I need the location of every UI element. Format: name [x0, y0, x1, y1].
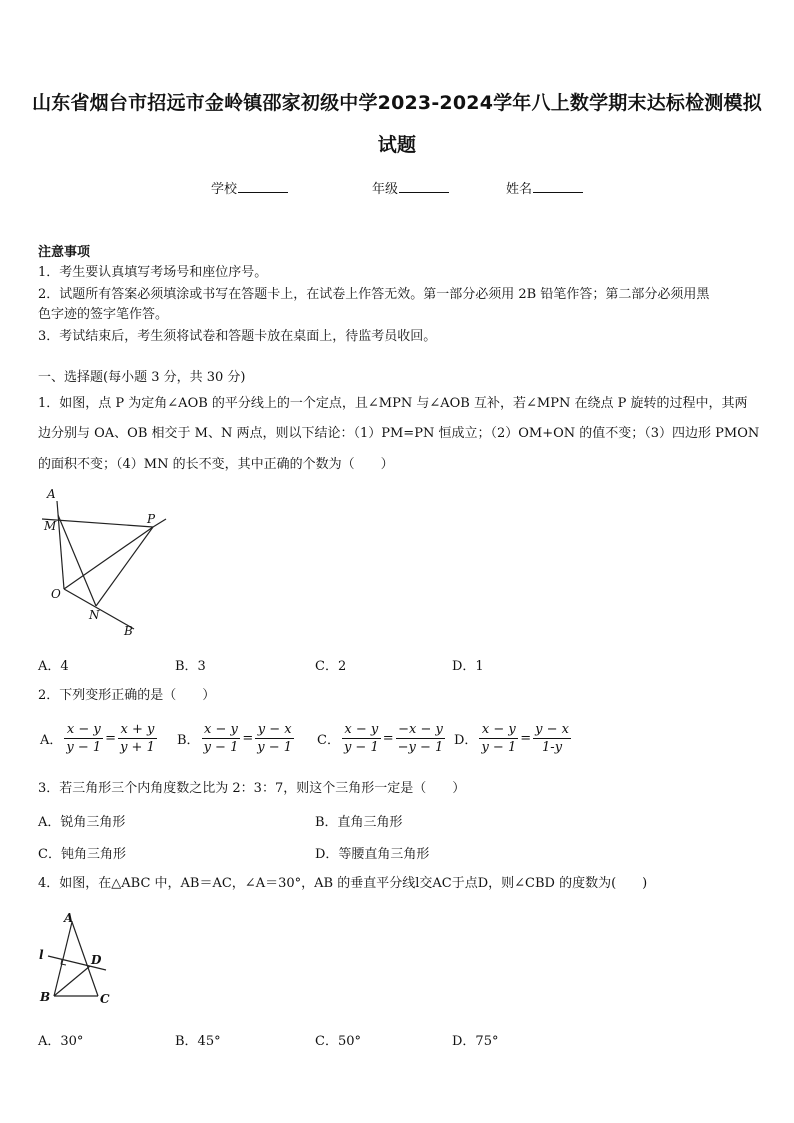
exam-title-line2: 试题 — [377, 134, 417, 156]
notice-item: 1．考生要认真填写考场号和座位序号。 — [38, 265, 268, 280]
q1-label-A: A — [47, 487, 56, 501]
fraction: $\frac{x - y}{y - 1}$ — [66, 722, 102, 755]
q2-option-d-label: D． — [454, 733, 478, 748]
q4-label-B: B — [40, 990, 51, 1004]
notice-heading: 注意事项 — [38, 245, 91, 260]
fraction: $\frac{y - x}{1-y}$ — [535, 722, 569, 755]
q3-option-d[interactable]: D．等腰直角三角形 — [315, 847, 430, 862]
q4-option-b[interactable]: B．45° — [175, 1034, 221, 1049]
q1-label-N: N — [89, 608, 100, 622]
fraction: $\frac{-x - y}{-y - 1}$ — [397, 722, 444, 755]
fraction: $\frac{x - y}{y - 1}$ — [343, 722, 379, 755]
q1-option-a[interactable]: A．4 — [38, 659, 69, 674]
fraction: $\frac{x + y}{y + 1}$ — [120, 722, 155, 755]
name-blank — [533, 180, 583, 193]
q1-label-M: M — [44, 519, 57, 533]
fraction: $\frac{y - x}{y - 1}$ — [257, 722, 293, 755]
q4-label-l: l — [39, 948, 44, 962]
fraction: $\frac{x - y}{y - 1}$ — [481, 722, 517, 755]
q2-option-a[interactable] — [38, 722, 157, 755]
q2-stem: 2．下列变形正确的是（ ） — [38, 688, 216, 703]
school-field — [211, 180, 288, 200]
notice-item: 2．试题所有答案必须填涂或书写在答题卡上，在试卷上作答无效。第一部分必须用 2B 铅笔作答；第二部分必须用黑 — [38, 287, 710, 302]
q1-label-P: P — [147, 512, 156, 526]
q2-option-b[interactable] — [175, 722, 294, 755]
name-field — [506, 180, 583, 200]
q2-option-d[interactable] — [452, 722, 571, 755]
grade-blank — [399, 180, 449, 193]
school-label: 学校 — [211, 182, 238, 197]
notice-item: 色字迹的签字笔作答。 — [38, 307, 169, 322]
q1-label-B: B — [124, 624, 133, 638]
q1-figure — [36, 485, 176, 645]
q4-label-C: C — [100, 992, 110, 1006]
q3-option-b[interactable]: B．直角三角形 — [315, 815, 403, 830]
equals-sign: = — [382, 731, 394, 746]
school-blank — [238, 180, 288, 193]
equals-sign: = — [105, 731, 117, 746]
q2-option-a-label: A． — [40, 733, 63, 748]
exam-title-line1: 山东省烟台市招远市金岭镇邵家初级中学2023-2024学年八上数学期末达标检测模拟 — [32, 92, 762, 114]
q4-figure — [36, 908, 126, 1008]
q1-stem-line: 边分别与 OA、OB 相交于 M、N 两点，则以下结论：（1）PM=PN 恒成立；（2）OM+ON 的值不变；（3）四边形 PMON — [38, 426, 760, 441]
equals-sign: = — [242, 731, 254, 746]
section-heading: 一、选择题(每小题 3 分，共 30 分) — [38, 370, 246, 385]
q1-stem-line: 1．如图，点 P 为定角∠AOB 的平分线上的一个定点，且∠MPN 与∠AOB 互补，若∠MPN 在绕点 P 旋转的过程中，其两 — [38, 396, 748, 411]
q3-option-a[interactable]: A．锐角三角形 — [38, 815, 126, 830]
notice-item: 3．考试结束后，考生须将试卷和答题卡放在桌面上，待监考员收回。 — [38, 329, 437, 344]
q4-stem: 4．如图，在△ABC 中，AB＝AC，∠A＝30°，AB 的垂直平分线l交AC于点D，则∠CBD 的度数为( ) — [38, 876, 648, 891]
q4-option-c[interactable]: C．50° — [315, 1034, 361, 1049]
q2-option-b-label: B． — [177, 733, 200, 748]
q1-option-c[interactable]: C．2 — [315, 659, 347, 674]
q3-option-c[interactable]: C．钝角三角形 — [38, 847, 126, 862]
q4-label-D: D — [91, 953, 102, 967]
q4-label-A: A — [64, 911, 74, 925]
equals-sign: = — [520, 731, 532, 746]
name-label: 姓名 — [506, 182, 533, 197]
q1-option-d[interactable]: D．1 — [452, 659, 484, 674]
q2-option-c[interactable] — [315, 722, 445, 755]
grade-field — [372, 180, 449, 200]
q4-option-d[interactable]: D．75° — [452, 1034, 499, 1049]
q1-option-b[interactable]: B．3 — [175, 659, 206, 674]
q2-option-c-label: C． — [317, 733, 340, 748]
q4-option-a[interactable]: A．30° — [38, 1034, 84, 1049]
q3-stem: 3．若三角形三个内角度数之比为 2：3：7，则这个三角形一定是（ ） — [38, 781, 466, 796]
grade-label: 年级 — [372, 182, 399, 197]
fraction: $\frac{x - y}{y - 1}$ — [203, 722, 239, 755]
q1-label-O: O — [51, 587, 61, 601]
q1-stem-line: 的面积不变；（4）MN 的长不变，其中正确的个数为（ ） — [38, 457, 394, 472]
